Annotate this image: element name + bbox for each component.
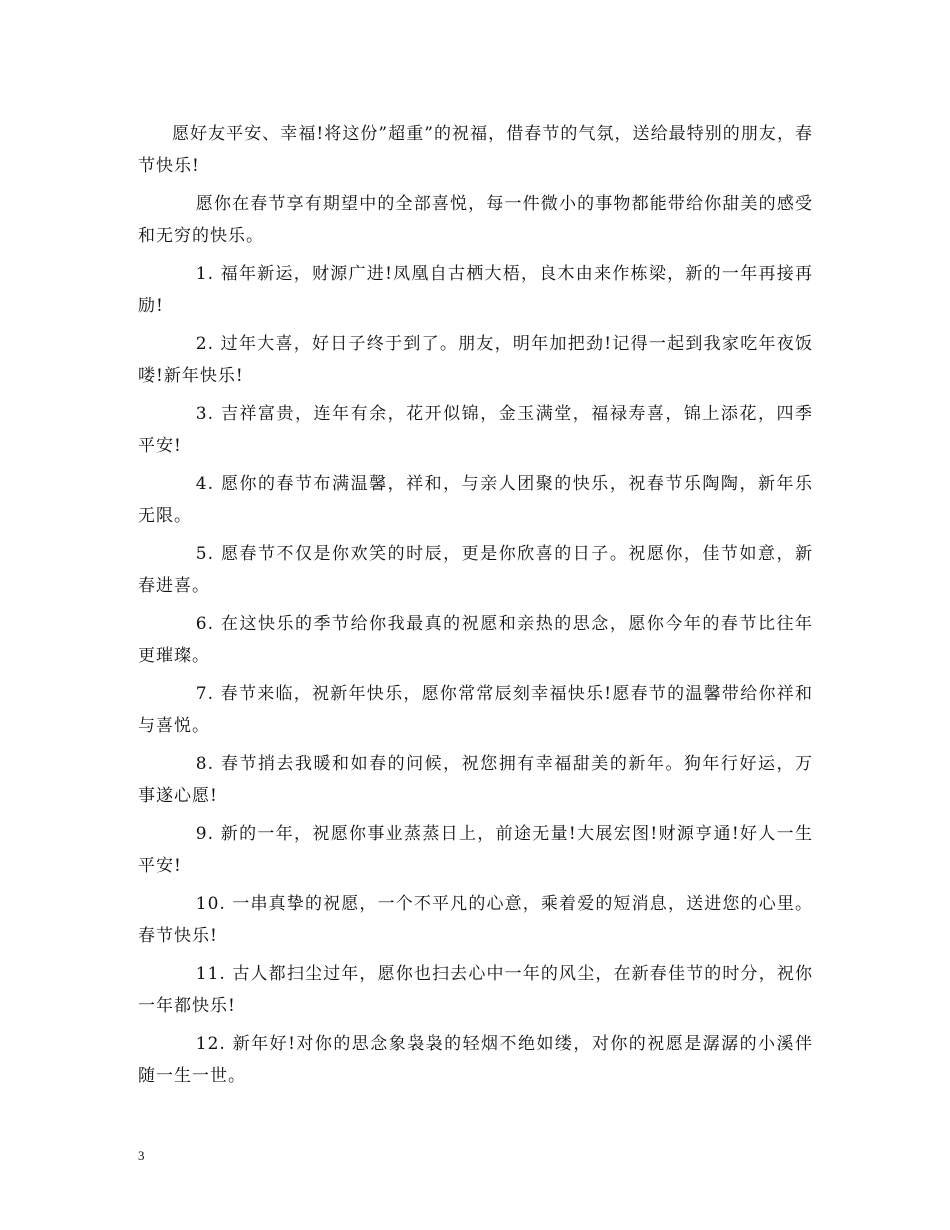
numbered-wish-9: 9. 新的一年，祝愿你事业蒸蒸日上，前途无量!大展宏图!财源亨通!好人一生平安! xyxy=(138,824,813,876)
numbered-wish-1: 1. 福年新运，财源广进!凤凰自古栖大梧，良木由来作栋梁，新的一年再接再励! xyxy=(138,264,813,316)
numbered-wish-2: 2. 过年大喜，好日子终于到了。朋友，明年加把劲!记得一起到我家吃年夜饭喽!新年快乐! xyxy=(138,334,813,386)
numbered-wish-8: 8. 春节捎去我暖和如春的问候，祝您拥有幸福甜美的新年。狗年行好运，万事遂心愿! xyxy=(138,754,813,806)
numbered-wish-10: 10. 一串真挚的祝愿，一个不平凡的心意，乘着爱的短消息，送进您的心里。春节快乐! xyxy=(138,894,813,946)
numbered-wish-6: 6. 在这快乐的季节给你我最真的祝愿和亲热的思念，愿你今年的春节比往年更璀璨。 xyxy=(138,614,813,666)
numbered-wish-3: 3. 吉祥富贵，连年有余，花开似锦，金玉满堂，福禄寿喜，锦上添花，四季平安! xyxy=(138,404,813,456)
numbered-wish-5: 5. 愿春节不仅是你欢笑的时辰，更是你欣喜的日子。祝愿你，佳节如意，新春进喜。 xyxy=(138,544,813,596)
greeting-paragraph: 愿好友平安、幸福!将这份”超重”的祝福，借春节的气氛，送给最特别的朋友，春节快乐! xyxy=(138,124,813,176)
numbered-wish-4: 4. 愿你的春节布满温馨，祥和，与亲人团聚的快乐，祝春节乐陶陶，新年乐无限。 xyxy=(138,474,813,526)
greeting-paragraph: 愿你在春节享有期望中的全部喜悦，每一件微小的事物都能带给你甜美的感受和无穷的快乐。 xyxy=(138,194,813,246)
numbered-wish-12: 12. 新年好!对你的思念象袅袅的轻烟不绝如缕，对你的祝愿是潺潺的小溪伴随一生一世。 xyxy=(138,1034,813,1086)
numbered-wish-11: 11. 古人都扫尘过年，愿你也扫去心中一年的风尘，在新春佳节的时分，祝你一年都快乐! xyxy=(138,964,813,1016)
page-number: 3 xyxy=(138,1148,145,1163)
document-body xyxy=(138,118,813,1098)
numbered-wish-7: 7. 春节来临，祝新年快乐，愿你常常辰刻幸福快乐!愿春节的温馨带给你祥和与喜悦。 xyxy=(138,684,813,736)
